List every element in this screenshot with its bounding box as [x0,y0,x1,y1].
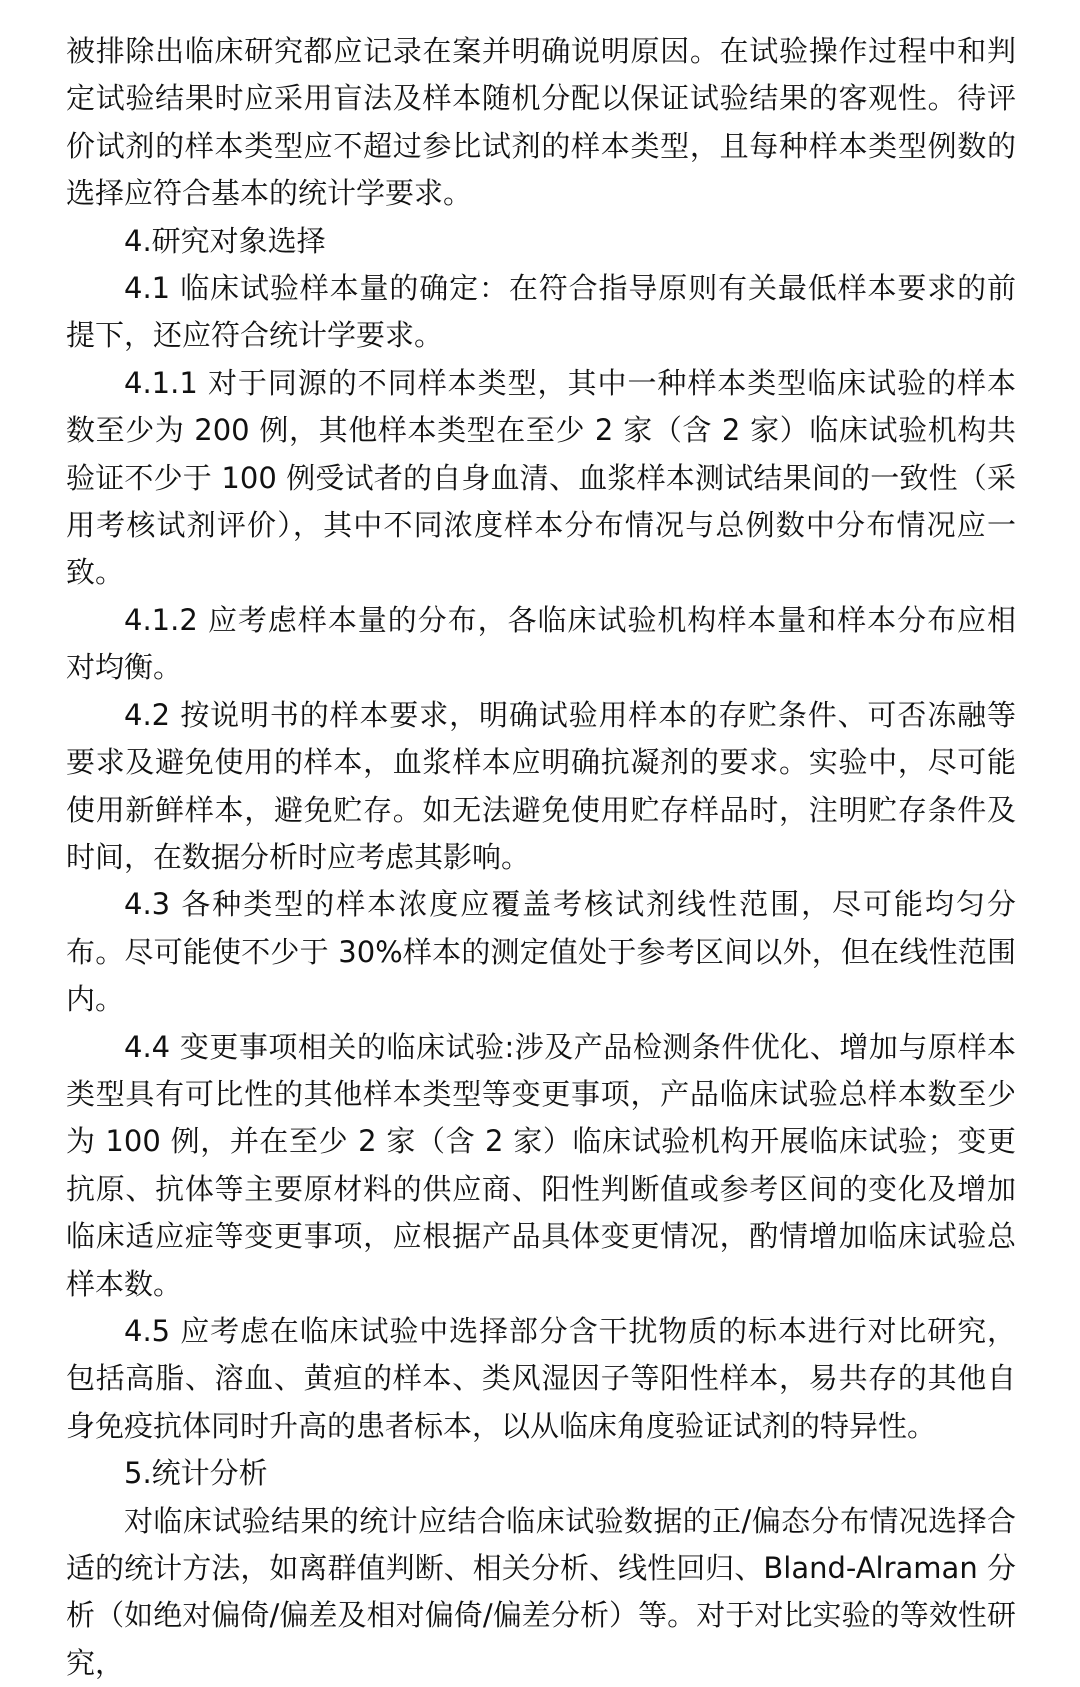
section-heading-4: 4.研究对象选择 [124,223,326,258]
section-heading-5: 5.统计分析 [124,1456,268,1491]
paragraph-continuation: 被排除出临床研究都应记录在案并明确说明原因。在试验操作过程中和判定试验结果时应采用盲法及样本随机分配以保证试验结果的客观性。待评价试剂的样本类型应不超过参比试剂的样本类型，且每种样本类型例数的选择应符合基本的统计学要求。 [66,34,1016,211]
paragraph-4-4: 4.4 变更事项相关的临床试验:涉及产品检测条件优化、增加与原样本类型具有可比性的其他样本类型等变更事项，产品临床试验总样本数至少为 100 例，并在至少 2 家（含 2 家）临床试验机构开展临床试验；变更抗原、抗体等主要原材料的供应商、阳性判断值或参考区间的变化及增加临床适应症等变更事项，应根据产品具体变更情况，酌情增加临床试验总样本数。 [66,1029,1016,1301]
paragraph-4-3: 4.3 各种类型的样本浓度应覆盖考核试剂线性范围，尽可能均匀分布。尽可能使不少于 30%样本的测定值处于参考区间以外，但在线性范围内。 [66,887,1016,1017]
paragraph-4-1-1: 4.1.1 对于同源的不同样本类型，其中一种样本类型临床试验的样本数至少为 200 例，其他样本类型在至少 2 家（含 2 家）临床试验机构共验证不少于 100 例受试者的自身血清、血浆样本测试结果间的一致性（采用考核试剂评价），其中不同浓度样本分布情况与总例数中分布情况应一致。 [66,365,1016,590]
paragraph-4-5: 4.5 应考虑在临床试验中选择部分含干扰物质的标本进行对比研究，包括高脂、溶血、黄疸的样本、类风湿因子等阳性样本，易共存的其他自身免疫抗体同时升高的患者标本，以从临床角度验证试剂的特异性。 [66,1313,1016,1443]
paragraph-5-statistics: 对临床试验结果的统计应结合临床试验数据的正/偏态分布情况选择合适的统计方法，如离群值判断、相关分析、线性回归、Bland-Alraman 分析（如绝对偏倚/偏差及相对偏倚/偏差分析）等。对于对比实验的等效性研究， [66,1503,1016,1680]
paragraph-4-1: 4.1 临床试验样本量的确定：在符合指导原则有关最低样本要求的前提下，还应符合统计学要求。 [66,271,1016,353]
paragraph-4-2: 4.2 按说明书的样本要求，明确试验用样本的存贮条件、可否冻融等要求及避免使用的样本，血浆样本应明确抗凝剂的要求。实验中，尽可能使用新鲜样本，避免贮存。如无法避免使用贮存样品时，注明贮存条件及时间，在数据分析时应考虑其影响。 [66,697,1016,874]
paragraph-4-1-2: 4.1.2 应考虑样本量的分布，各临床试验机构样本量和样本分布应相对均衡。 [66,602,1016,685]
document-page [66,28,1016,1687]
